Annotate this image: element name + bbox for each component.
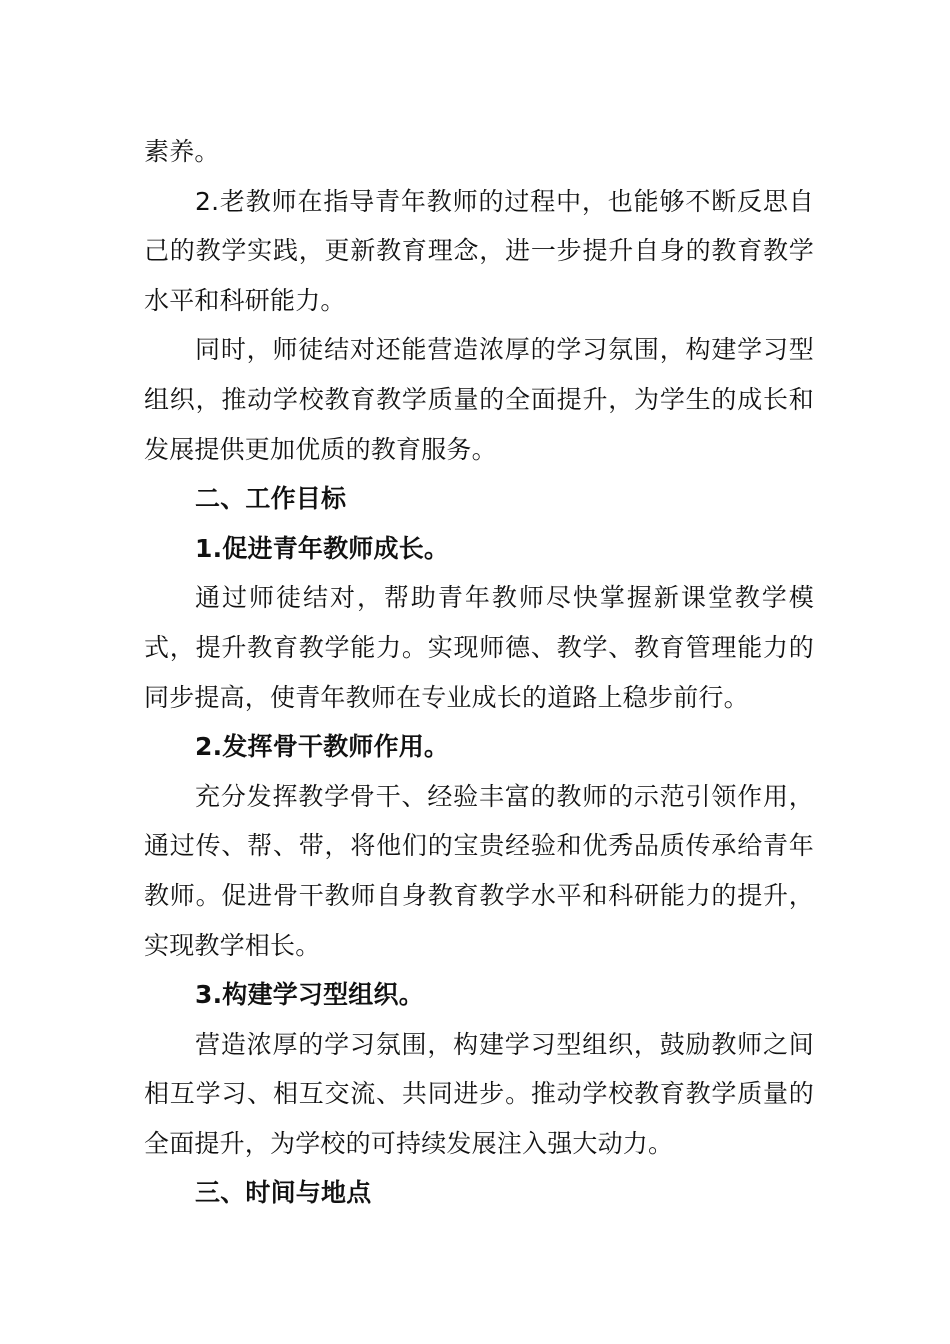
document-page (144, 127, 814, 1218)
paragraph-continuation: 素养。 (144, 137, 220, 166)
goal-heading-2: 2.发挥骨干教师作用。 (195, 732, 450, 762)
goal-text-1: 通过师徒结对，帮助青年教师尽快掌握新课堂教学模式，提升教育教学能力。实现师德、教学、教育管理能力的同步提高，使青年教师在专业成长的道路上稳步前行。 (144, 583, 814, 712)
paragraph-old-teacher-benefit: 2.老教师在指导青年教师的过程中，也能够不断反思自己的教学实践，更新教育理念，进一步提升自身的教育教学水平和科研能力。 (144, 186, 814, 315)
goal-text-2: 充分发挥教学骨干、经验丰富的教师的示范引领作用，通过传、帮、带，将他们的宝贵经验和优秀品质传承给青年教师。促进骨干教师自身教育教学水平和科研能力的提升，实现教学相长。 (144, 781, 814, 960)
paragraph-learning-atmosphere: 同时，师徒结对还能营造浓厚的学习氛围，构建学习型组织，推动学校教育教学质量的全面提升，为学生的成长和发展提供更加优质的教育服务。 (144, 335, 814, 464)
goal-heading-1: 1.促进青年教师成长。 (195, 533, 450, 563)
goal-heading-3: 3.构建学习型组织。 (195, 980, 424, 1010)
goal-text-3: 营造浓厚的学习氛围，构建学习型组织，鼓励教师之间相互学习、相互交流、共同进步。推动学校教育教学质量的全面提升，为学校的可持续发展注入强大动力。 (144, 1029, 814, 1158)
section-heading-time-place: 三、时间与地点 (195, 1178, 372, 1208)
section-heading-work-goals: 二、工作目标 (195, 484, 347, 514)
